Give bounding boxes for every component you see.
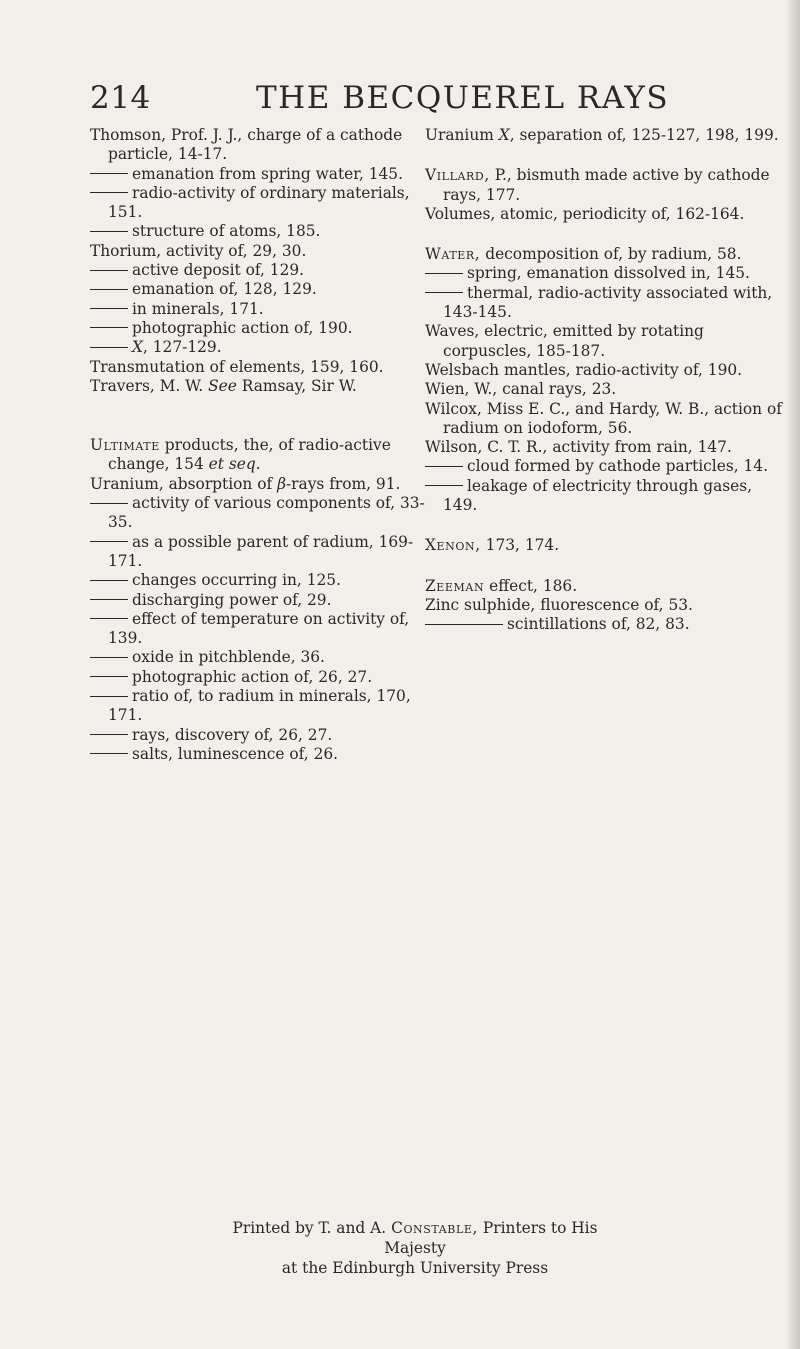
index-entry-water: Water, decomposition of, by radium, 58.	[425, 245, 742, 264]
index-subentry: in minerals, 171.	[90, 300, 430, 319]
ditto-dash	[90, 347, 128, 348]
index-subentry: cloud formed by cathode particles, 14.	[425, 457, 785, 476]
index-subentry: discharging power of, 29.	[90, 591, 430, 610]
ditto-dash	[90, 541, 128, 542]
index-subentry: leakage of electricity through gases, 149.	[425, 477, 785, 516]
index-subentry: photographic action of, 26, 27.	[90, 668, 430, 687]
index-entry-welsbach: Welsbach mantles, radio-activity of, 190.	[425, 360, 743, 379]
index-column-right	[425, 126, 785, 635]
index-subentry: rays, discovery of, 26, 27.	[90, 726, 430, 745]
ditto-dash	[425, 273, 463, 274]
page-edge-shadow	[786, 0, 800, 1349]
ditto-dash	[90, 657, 128, 658]
index-column-left	[90, 126, 430, 764]
imprint-line-2: at the Edinburgh University Press	[281, 1259, 549, 1277]
running-head: THE BECQUEREL RAYS	[256, 80, 670, 116]
entry-gap	[425, 224, 785, 245]
index-subentry: spring, emanation dissolved in, 145.	[425, 264, 785, 283]
index-entry-wilcox: Wilcox, Miss E. C., and Hardy, W. B., action of radium on iodoform, 56.	[425, 399, 782, 437]
index-entry-ultimate: Ultimate products, the, of radio-active change, 154 et seq.	[90, 436, 391, 474]
index-entry-zeeman: Zeeman effect, 186.	[425, 576, 578, 595]
index-subentry: radio-activity of ordinary materials, 151.	[90, 184, 430, 223]
ditto-dash	[90, 270, 128, 271]
index-subentry: activity of various components of, 33-35.	[90, 494, 430, 533]
index-entry-volumes: Volumes, atomic, periodicity of, 162-164.	[425, 204, 745, 223]
index-subentry: ratio of, to radium in minerals, 170, 171.	[90, 687, 430, 726]
ditto-dash	[90, 580, 128, 581]
index-entry-zinc: Zinc sulphide, fluorescence of, 53.	[425, 595, 693, 614]
index-subentry: thermal, radio-activity associated with, 143-145.	[425, 284, 785, 323]
ditto-dash	[90, 173, 128, 174]
index-subentry: oxide in pitchblende, 36.	[90, 648, 430, 667]
page-header	[90, 80, 702, 120]
index-subentry: as a possible parent of radium, 169-171.	[90, 533, 430, 572]
index-entry-thorium: Thorium, activity of, 29, 30.	[90, 241, 307, 260]
letter-gap	[90, 396, 430, 436]
index-entry-wilson: Wilson, C. T. R., activity from rain, 147.	[425, 438, 732, 457]
index-subentry: changes occurring in, 125.	[90, 571, 430, 590]
ditto-dash	[90, 231, 128, 232]
ditto-dash	[90, 308, 128, 309]
index-entry-thomson: Thomson, Prof. J. J., charge of a cathode particle, 14-17.	[90, 126, 403, 164]
ditto-dash	[425, 485, 463, 486]
index-entry-uranium: Uranium, absorption of β-rays from, 91.	[90, 474, 401, 493]
ditto-dash	[90, 289, 128, 290]
index-subentry: salts, luminescence of, 26.	[90, 745, 430, 764]
index-subentry: X, 127-129.	[90, 338, 430, 357]
ditto-dash	[90, 192, 128, 193]
index-entry-waves: Waves, electric, emitted by rotating corpuscles, 185-187.	[425, 322, 704, 360]
index-entry-wien: Wien, W., canal rays, 23.	[425, 380, 617, 399]
ditto-dash	[90, 503, 128, 504]
ditto-dash	[425, 624, 503, 625]
ditto-dash	[90, 676, 128, 677]
entry-gap	[425, 515, 785, 536]
index-subentry: effect of temperature on activity of, 139.	[90, 610, 430, 649]
ditto-dash	[90, 696, 128, 697]
index-entry-xenon: Xenon, 173, 174.	[425, 536, 560, 555]
index-subentry: emanation from spring water, 145.	[90, 165, 430, 184]
printer-imprint	[200, 1218, 630, 1278]
entry-gap	[425, 145, 785, 166]
index-entry-travers: Travers, M. W. See Ramsay, Sir W.	[90, 376, 357, 395]
page-number: 214	[90, 80, 151, 116]
index-entry-villard: Villard, P., bismuth made active by cathode rays, 177.	[425, 166, 770, 204]
entry-gap	[425, 556, 785, 577]
ditto-dash	[90, 327, 128, 328]
ditto-dash	[90, 753, 128, 754]
ditto-dash	[90, 599, 128, 600]
index-entry-uranium-x: Uranium X, separation of, 125-127, 198, 199.	[425, 126, 779, 144]
ditto-dash	[90, 618, 128, 619]
ditto-dash	[425, 292, 463, 293]
index-subentry: scintillations of, 82, 83.	[425, 615, 785, 634]
index-subentry: photographic action of, 190.	[90, 319, 430, 338]
ditto-dash	[425, 466, 463, 467]
index-subentry: structure of atoms, 185.	[90, 222, 430, 241]
index-entry-transmutation: Transmutation of elements, 159, 160.	[90, 357, 384, 376]
ditto-dash	[90, 734, 128, 735]
index-subentry: emanation of, 128, 129.	[90, 280, 430, 299]
index-subentry: active deposit of, 129.	[90, 261, 430, 280]
imprint-line-1: Printed by T. and A. Constable, Printers to His Majesty	[232, 1219, 598, 1257]
